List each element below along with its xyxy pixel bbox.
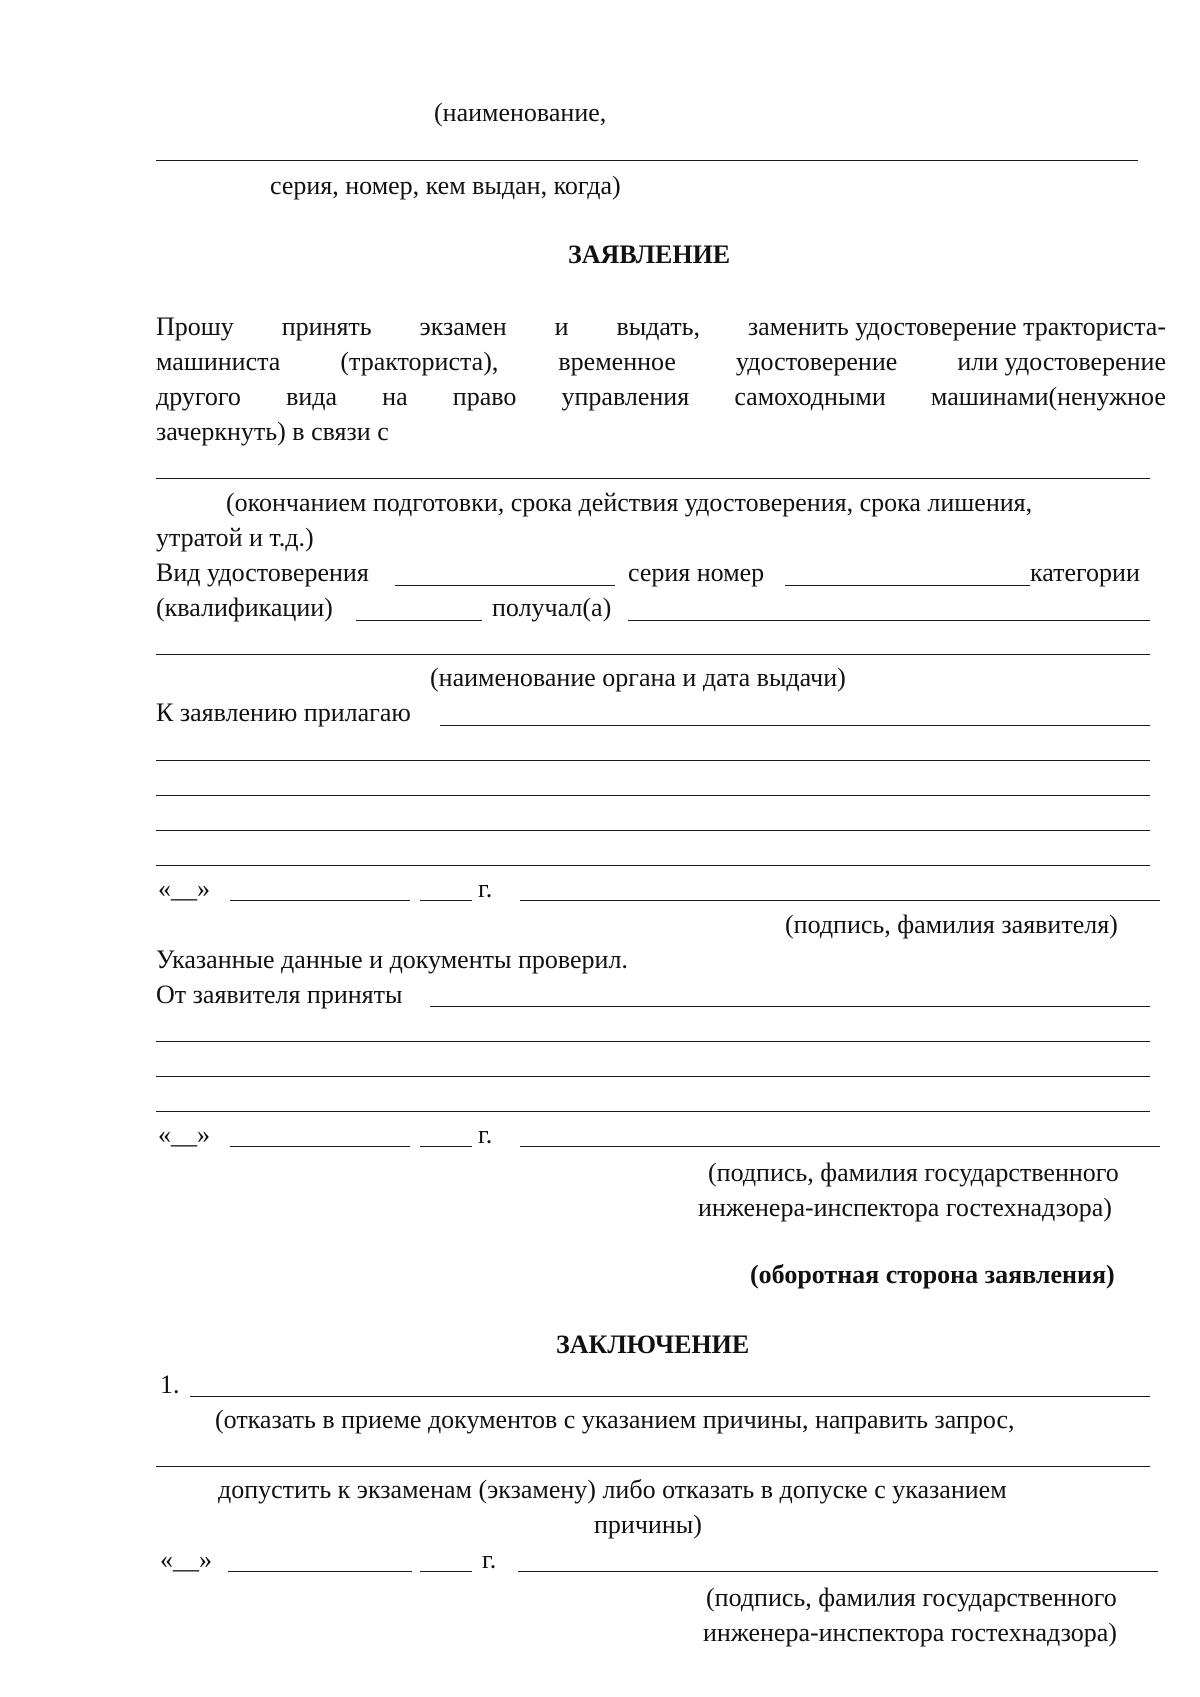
conclusion-year-suffix: г. xyxy=(482,1545,497,1574)
inspector-signature-caption-1: (подпись, фамилия государственного xyxy=(708,1158,1119,1187)
naimenovanie-caption: (наименование, xyxy=(434,98,607,127)
accepted-input-line-4[interactable] xyxy=(156,1111,1150,1112)
inspector-date-month-line[interactable] xyxy=(230,1146,410,1147)
accepted-label: От заявителя приняты xyxy=(156,980,403,1009)
statement-title: ЗАЯВЛЕНИЕ xyxy=(568,240,731,269)
license-type-input-line[interactable] xyxy=(395,585,615,586)
license-type-label: Вид удостоверения xyxy=(156,558,369,587)
body-line-4: зачеркнуть) в связи с xyxy=(156,417,389,446)
item-number: 1. xyxy=(160,1370,180,1399)
attach-label: К заявлению прилагаю xyxy=(156,698,411,727)
qualification-input-line[interactable] xyxy=(356,620,482,621)
applicant-date-month-line[interactable] xyxy=(230,900,410,901)
issuer-input-line[interactable] xyxy=(156,654,1150,655)
body-line-1: Прошу принять экзамен и выдать, заменить удостоверение тракториста- xyxy=(156,312,1166,341)
applicant-date-day: «__» xyxy=(158,874,210,903)
series-number-label: серия номер xyxy=(628,558,765,587)
inspector-signature-line[interactable] xyxy=(520,1146,1160,1147)
inspector-date-day: «__» xyxy=(158,1120,210,1149)
attach-input-line-1[interactable] xyxy=(440,725,1150,726)
reverse-side-label: (оборотная сторона заявления) xyxy=(750,1260,1115,1289)
attach-input-line-2[interactable] xyxy=(156,760,1150,761)
conclusion-signature-caption-2: инженера-инспектора гостехнадзора) xyxy=(703,1618,1117,1647)
attach-input-line-4[interactable] xyxy=(156,830,1150,831)
inspector-date-year-line[interactable] xyxy=(420,1146,472,1147)
inspector-year-suffix: г. xyxy=(478,1120,493,1149)
conclusion-date-day: «__» xyxy=(160,1545,212,1574)
decision-caption-1: (отказать в приеме документов с указанием причины, направить запрос, xyxy=(215,1405,1015,1434)
applicant-signature-caption: (подпись, фамилия заявителя) xyxy=(785,910,1118,939)
issuer-caption: (наименование органа и дата выдачи) xyxy=(430,663,846,692)
conclusion-date-month-line[interactable] xyxy=(228,1571,412,1572)
received-input-line[interactable] xyxy=(628,620,1150,621)
applicant-date-year-line[interactable] xyxy=(420,900,472,901)
accepted-input-line-2[interactable] xyxy=(156,1041,1150,1042)
categories-label: категории xyxy=(1030,558,1140,587)
name-input-line[interactable] xyxy=(156,160,1138,161)
conclusion-title: ЗАКЛЮЧЕНИЕ xyxy=(556,1330,750,1359)
decision-caption-2: допустить к экзаменам (экзамену) либо отказать в допуске с указанием xyxy=(218,1475,1007,1504)
reason-caption-continued: утратой и т.д.) xyxy=(156,523,314,552)
decision-caption-3: причины) xyxy=(594,1510,702,1539)
applicant-year-suffix: г. xyxy=(478,874,493,903)
series-number-input-line[interactable] xyxy=(785,585,1030,586)
reason-input-line[interactable] xyxy=(156,478,1150,479)
conclusion-date-year-line[interactable] xyxy=(420,1571,472,1572)
accepted-input-line-3[interactable] xyxy=(156,1076,1150,1077)
document-details-caption: серия, номер, кем выдан, когда) xyxy=(270,171,621,200)
body-line-2: машиниста (тракториста), временное удостоверение или удостоверение xyxy=(156,347,1166,376)
decision-input-line-1[interactable] xyxy=(190,1396,1150,1397)
conclusion-signature-line[interactable] xyxy=(518,1571,1158,1572)
qualification-label: (квалификации) xyxy=(156,593,333,622)
attach-input-line-3[interactable] xyxy=(156,795,1150,796)
conclusion-signature-caption-1: (подпись, фамилия государственного xyxy=(706,1583,1117,1612)
verified-text: Указанные данные и документы проверил. xyxy=(156,945,628,974)
body-line-3: другого вида на право управления самоходными машинами(ненужное xyxy=(156,382,1166,411)
inspector-signature-caption-2: инженера-инспектора гостехнадзора) xyxy=(698,1193,1112,1222)
accepted-input-line-1[interactable] xyxy=(430,1006,1150,1007)
applicant-signature-line[interactable] xyxy=(520,900,1160,901)
received-label: получал(а) xyxy=(492,593,612,622)
reason-caption: (окончанием подготовки, срока действия удостоверения, срока лишения, xyxy=(226,488,1033,517)
attach-input-line-5[interactable] xyxy=(156,865,1150,866)
decision-input-line-2[interactable] xyxy=(156,1466,1150,1467)
